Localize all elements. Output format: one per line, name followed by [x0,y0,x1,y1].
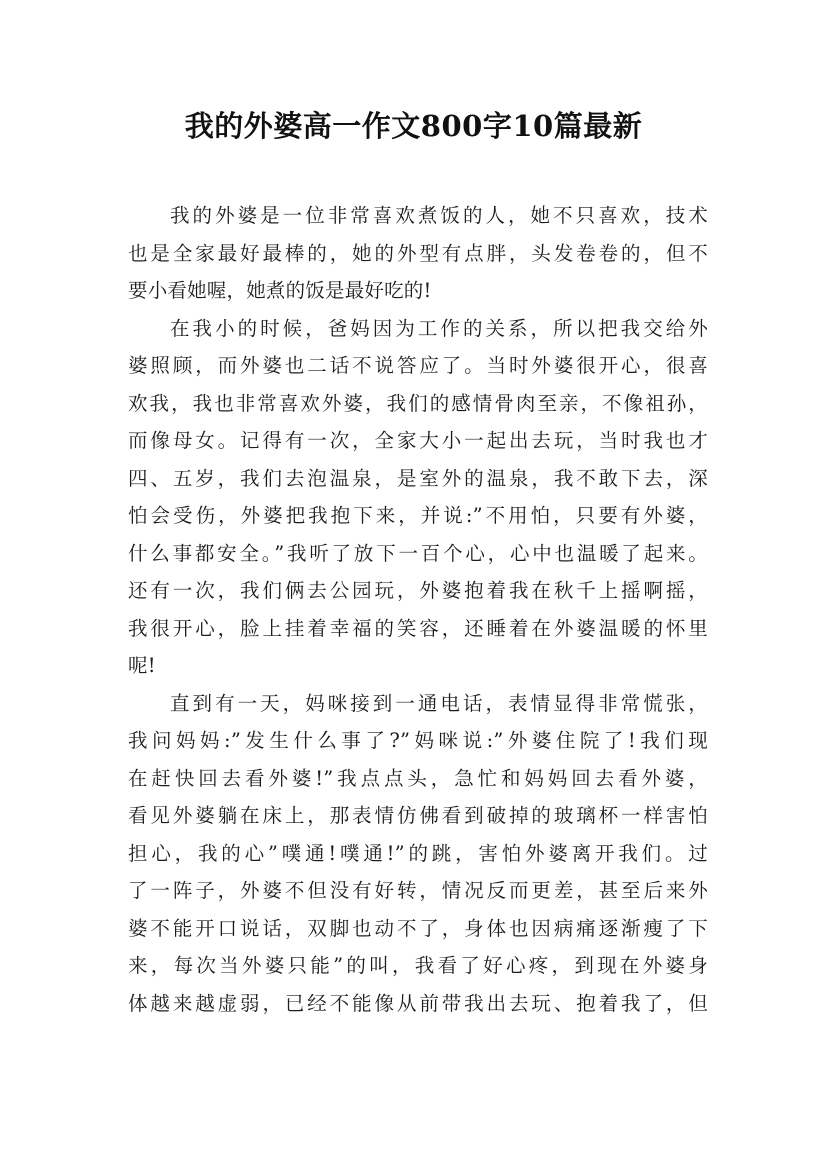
paragraph-1-line-3: 要小看她喔，她煮的饭是最好吃的! [128,279,432,302]
paragraph-1-line-1: 我的外婆是一位非常喜欢煮饭的人，她不只喜欢，技术 [170,204,708,227]
paragraph-2-line-4: 而像母女。记得有一次，全家大小一起出去玩，当时我也才 [128,429,708,452]
paragraph-2-line-2: 婆照顾，而外婆也二话不说答应了。当时外婆很开心，很喜 [128,354,708,377]
paragraph-2-line-7: 什么事都安全。”我听了放下一百个心，心中也温暖了起来。 [128,541,708,565]
paragraph-2-line-10: 呢! [128,654,156,677]
document-title: 我的外婆高一作文800字10篇最新 [184,109,643,143]
document-body [128,197,708,1022]
paragraph-2-line-3: 欢我，我也非常喜欢外婆，我们的感情骨肉至亲，不像祖孙， [128,391,708,415]
paragraph-3-line-1: 直到有一天，妈咪接到一通电话，表情显得非常慌张， [170,691,708,715]
paragraph-3-line-6: 了一阵子，外婆不但没有好转，情况反而更差，甚至后来外 [128,879,708,902]
paragraph-3-line-3: 在赶快回去看外婆!”我点点头，急忙和妈妈回去看外婆， [128,766,708,790]
paragraph-2-line-8: 还有一次，我们俩去公园玩，外婆抱着我在秋千上摇啊摇， [128,579,708,602]
paragraph-3-line-2: 我问妈妈:”发生什么事了?”妈咪说:”外婆住院了!我们现 [128,729,708,752]
paragraph-3-line-7: 婆不能开口说话，双脚也动不了，身体也因病痛逐渐瘦了下 [128,916,708,940]
paragraph-2-line-6: 怕会受伤，外婆把我抱下来，并说:”不用怕，只要有外婆， [128,504,708,527]
paragraph-3-line-4: 看见外婆躺在床上，那表情仿佛看到破掉的玻璃杯一样害怕 [128,804,708,827]
paragraph-2-line-5: 四、五岁，我们去泡温泉，是室外的温泉，我不敢下去，深 [128,466,708,490]
paragraph-2-line-9: 我很开心，脸上挂着幸福的笑容，还睡着在外婆温暖的怀里 [128,616,708,640]
paragraph-2-line-1: 在我小的时候，爸妈因为工作的关系，所以把我交给外 [170,316,708,340]
paragraph-1-line-2: 也是全家最好最棒的，她的外型有点胖，头发卷卷的，但不 [128,241,708,265]
paragraph-3-line-9: 体越来越虚弱，已经不能像从前带我出去玩、抱着我了，但 [128,991,708,1015]
paragraph-3-line-8: 来，每次当外婆只能”的叫，我看了好心疼，到现在外婆身 [128,954,708,977]
paragraph-3-line-5: 担心，我的心”噗通!噗通!”的跳，害怕外婆离开我们。过 [128,841,708,865]
